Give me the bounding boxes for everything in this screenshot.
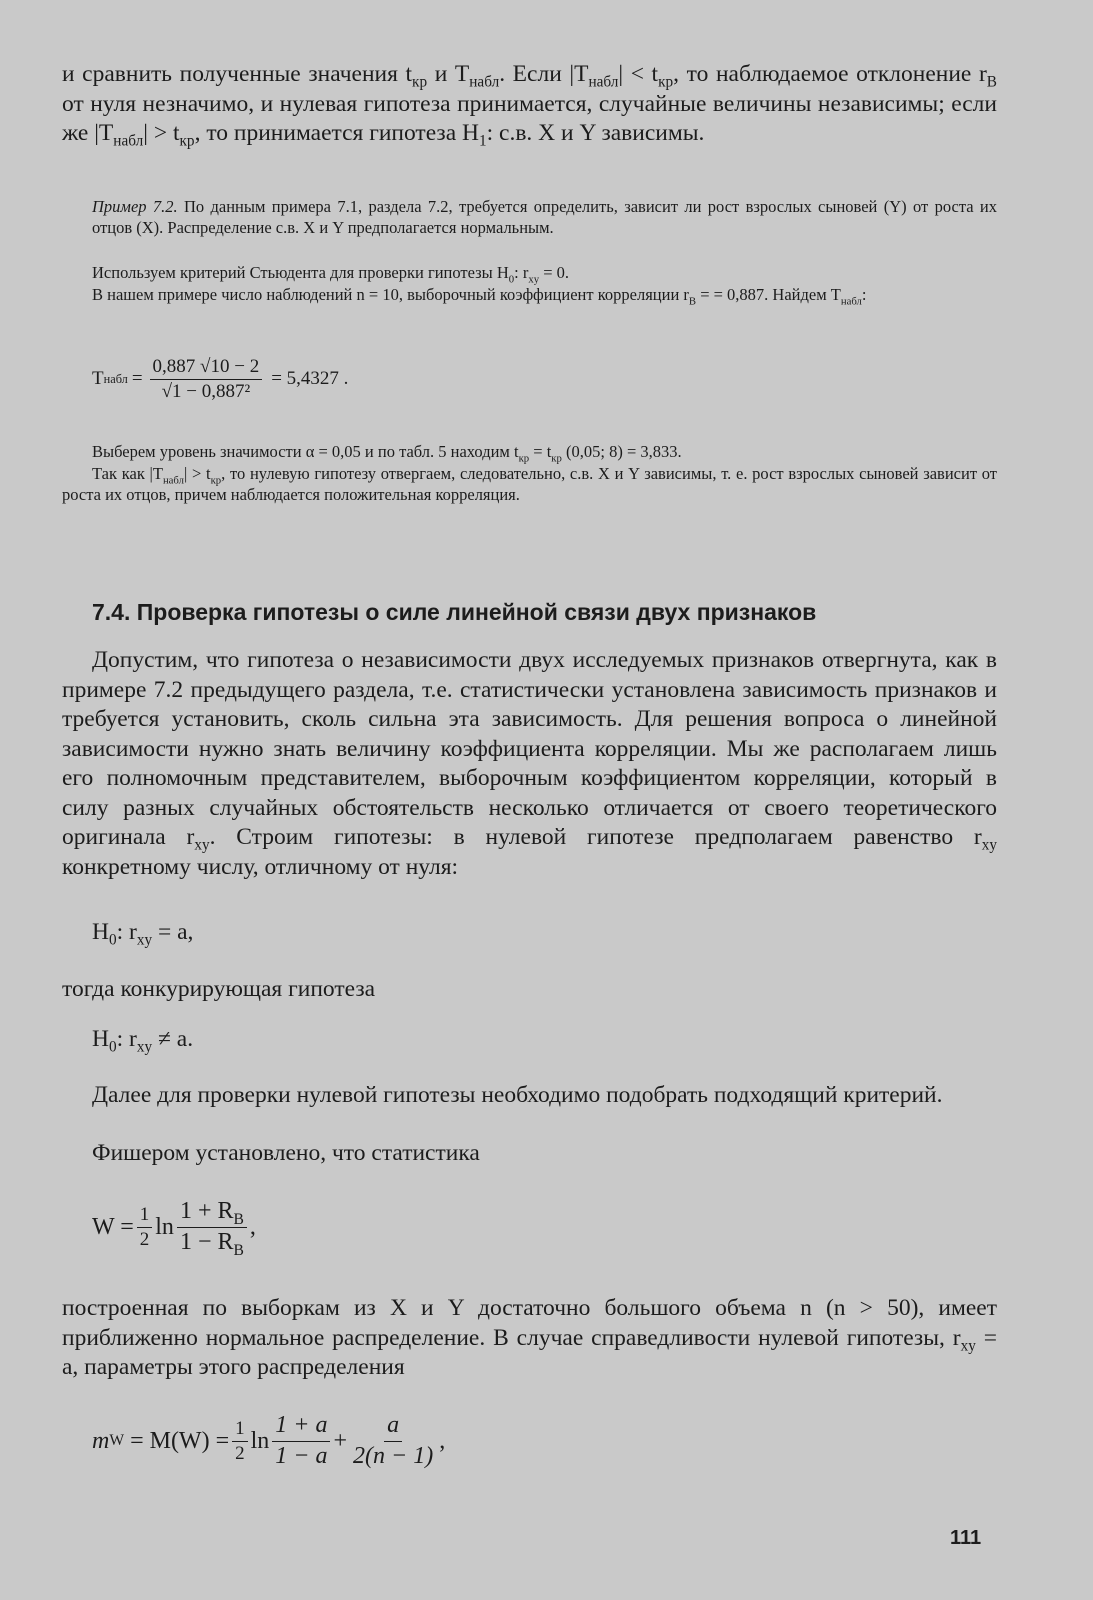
top-paragraph <box>62 60 997 149</box>
subscript: xy <box>136 931 153 949</box>
subscript: В <box>233 1210 244 1228</box>
text-run: Используем критерий Стьюдента для проверки гипотезы H <box>92 263 509 282</box>
text-run: , <box>439 1427 446 1454</box>
formula-denominator: 2 <box>139 1228 150 1250</box>
subscript: кр <box>551 452 562 465</box>
formula-fraction-2 <box>350 1412 436 1470</box>
text-run: : r <box>514 263 529 282</box>
fisher-w-formula <box>92 1198 256 1259</box>
formula-numerator: 0,887 √10 − 2 <box>150 356 263 380</box>
mean-w-formula: m W = M(W) = $\frac{1}{2}$ ln $\frac{1 + a}{1 - a}$ + $\frac{a}{2(n - 1)}$ , <box>92 1412 446 1469</box>
body-paragraph-1 <box>62 646 997 882</box>
text-run: (0,05; 8) = 3,833. <box>561 442 682 461</box>
text-run: , то наблюдаемое отклонение r <box>673 61 987 87</box>
formula-denominator: 2(n − 1) <box>353 1442 434 1469</box>
formula-numerator: 1 <box>232 1418 248 1442</box>
formula-ln: ln <box>155 1213 174 1240</box>
formula-numerator: a <box>384 1412 402 1442</box>
subscript: xy <box>136 1038 153 1056</box>
text-run: : <box>861 285 867 304</box>
text-run: Так как |T <box>92 464 163 483</box>
subscript: xy <box>981 836 997 854</box>
text-run: = a, <box>152 919 194 945</box>
text-run: По данным примера 7.1, раздела 7.2, требуется определить, зависит ли рост взрослых сыновей (Y) от роста их отцов (X). Распределение с.в. X и Y предполагается нормальным. <box>92 197 997 237</box>
subscript: набл <box>588 73 619 91</box>
subscript: набл <box>469 73 500 91</box>
subscript: В <box>688 295 697 308</box>
half-fraction <box>137 1204 153 1251</box>
text-run: Выберем уровень значимости α = 0,05 и по табл. 5 находим t <box>92 442 519 461</box>
hypothesis-h0 <box>92 918 193 948</box>
text-run: , то нулевую гипотезу отвергаем, следовательно, с.в. X и Y зависимы, т. е. рост взрослых сыновей зависит от роста их отцов, причем наблюдается положительная корреляция. <box>62 464 997 504</box>
text-run: : r <box>116 1026 137 1052</box>
subscript: 0 <box>108 1038 117 1056</box>
t-observed-formula: T набл = $\frac{0,887 √10 - 2}{\text{√1 − 0,887²}}$ = 5,4327 . <box>92 356 349 402</box>
text-run: = 0. <box>539 263 570 282</box>
formula-fraction <box>272 1412 330 1470</box>
subscript: xy <box>194 836 210 854</box>
subscript: xy <box>960 1337 976 1355</box>
text-run: | < t <box>618 61 659 87</box>
example-paragraph-3 <box>92 284 997 308</box>
text-run: построенная по выборкам из X и Y достаточно большого объема n (n > 50), имеет приближенно нормальное распределение. В случае справедливости нулевой гипотезы, r <box>62 1295 997 1351</box>
subscript: xy <box>528 273 540 286</box>
text-run: , <box>249 1213 256 1240</box>
section-heading: 7.4. Проверка гипотезы о силе линейной связи двух признаков <box>92 599 817 625</box>
formula-denominator <box>177 1228 247 1257</box>
subscript: 1 <box>478 132 487 150</box>
text-run: Допустим, что гипотеза о независимости двух исследуемых признаков отвергнута, как в примере 7.2 предыдущего раздела, т.е. статистически установлена зависимость признаков и требуется установить, сколь сильна эта зависимость. Для решения вопроса о линейной зависимости нужно знать величину коэффициента корреляции. Мы же располагаем лишь его полномочным представителем, выборочным коэффициентом корреляции, который в силу разных случайных обстоятельств несколько отличается от своего теоретического оригинала r <box>62 647 997 850</box>
formula-lhs: m <box>92 1427 110 1454</box>
formula-denominator: 2 <box>235 1442 245 1464</box>
example-label: Пример 7.2. <box>92 197 178 216</box>
text-run: , то принимается гипотеза H <box>194 120 479 146</box>
text-run: = M(W) = <box>130 1427 230 1454</box>
text-run: и T <box>427 61 470 87</box>
text-run: : r <box>116 919 137 945</box>
text-run: . Строим гипотезы: в нулевой гипотезе предполагаем равенство r <box>209 824 982 850</box>
formula-fraction <box>177 1198 247 1259</box>
subscript: кр <box>518 452 530 465</box>
subscript: кр <box>179 132 195 150</box>
example-paragraph-4 <box>92 441 997 465</box>
body-paragraph-4: Фишером установлено, что статистика <box>92 1140 480 1166</box>
text-run: и сравнить полученные значения t <box>62 61 413 87</box>
subscript: В <box>986 73 997 91</box>
formula-fraction <box>150 356 263 403</box>
text-run: конкретному числу, отличному от нуля: <box>62 853 459 880</box>
text-run: . Если |T <box>499 61 589 87</box>
example-paragraph-2 <box>92 262 997 286</box>
formula-numerator: 1 + a <box>272 1412 330 1442</box>
subscript: кр <box>412 73 428 91</box>
text-run: В нашем примере число наблюдений n = 10, выборочный коэффициент корреляции r <box>92 285 689 304</box>
text-run: | > t <box>143 120 180 146</box>
subscript: набл <box>840 295 862 308</box>
body-paragraph-2: тогда конкурирующая гипотеза <box>62 976 376 1002</box>
text-run: 1 − R <box>179 1228 234 1255</box>
formula-result: = 5,4327 . <box>271 368 349 390</box>
body-paragraph-3: Далее для проверки нулевой гипотезы необходимо подобрать подходящий критерий. <box>92 1082 943 1108</box>
formula-lhs: T <box>92 368 104 390</box>
text-run: ≠ a. <box>152 1026 194 1052</box>
subscript: 0 <box>108 931 117 949</box>
subscript: набл <box>162 474 184 487</box>
text-run: 1 + R <box>179 1198 234 1224</box>
text-run: + <box>333 1427 348 1454</box>
text-run: = t <box>529 442 552 461</box>
body-paragraph-5 <box>62 1294 997 1383</box>
text-run: | > t <box>183 464 211 483</box>
subscript: набл <box>113 132 144 150</box>
hypothesis-alternative <box>92 1025 193 1055</box>
text-run: = = 0,887. Найдем T <box>696 285 841 304</box>
subscript: кр <box>210 474 222 487</box>
formula-ln: ln <box>250 1427 270 1454</box>
half-fraction <box>232 1418 248 1465</box>
subscript: В <box>233 1241 244 1259</box>
formula-numerator <box>177 1198 247 1228</box>
subscript: 0 <box>508 273 515 286</box>
text-run: H <box>92 1026 109 1052</box>
formula-denominator: √1 − 0,887² <box>161 380 251 402</box>
text-run: : с.в. X и Y зависимы. <box>486 120 705 146</box>
subscript: кр <box>658 73 674 91</box>
example-paragraph-1 <box>92 196 997 238</box>
text-run: H <box>92 919 109 945</box>
text-run: = a, параметры этого распределения <box>62 1324 997 1380</box>
formula-lhs: W = <box>92 1213 134 1240</box>
text-run: от нуля незначимо, и нулевая гипотеза принимается, случайные величины независимы; если же |T <box>62 90 997 146</box>
example-paragraph-5 <box>62 463 997 505</box>
page-number: 111 <box>950 1527 982 1549</box>
formula-numerator: 1 <box>137 1204 153 1228</box>
formula-denominator: 1 − a <box>275 1442 328 1469</box>
